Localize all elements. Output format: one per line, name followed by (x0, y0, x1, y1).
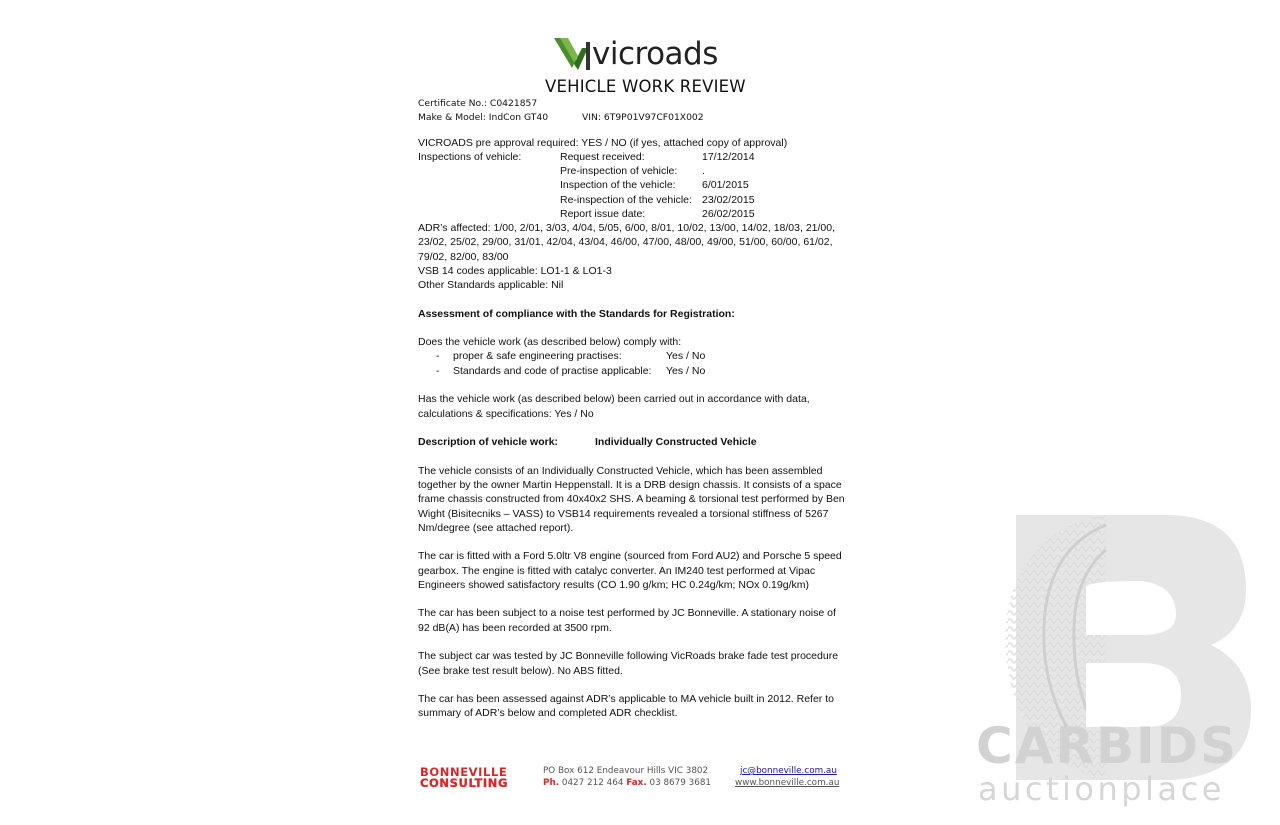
adr-line: 23/02, 25/02, 29/00, 31/01, 42/04, 43/04, 46/00, 47/00, 48/00, 49/00, 51/00, 60/00, 61/02, (418, 236, 833, 248)
text-line: summary of ADR’s below and completed ADR checklist. (418, 707, 678, 719)
watermark-brand: CARBIDS (976, 717, 1239, 775)
inspection-key: Re-inspection of the vehicle: (560, 194, 692, 206)
vicroads-logo (552, 34, 732, 74)
inspection-value: 23/02/2015 (702, 194, 755, 206)
text-line: The subject car was tested by JC Bonneville following VicRoads brake fade test procedure (418, 650, 839, 662)
logo-top-text: BONNEVILLE (420, 765, 508, 779)
assessment-question: Does the vehicle work (as described below) comply with: (418, 336, 682, 348)
text-line: The car has been subject to a noise test performed by JC Bonneville. A stationary noise of (418, 607, 836, 619)
text-line: 92 dB(A) has been recorded at 3500 rpm. (418, 622, 612, 634)
description-label: Description of vehicle work: (418, 436, 559, 448)
text-line: frame chassis constructed from 40x40x2 SHS. A beaming & torsional test performed by Ben (418, 493, 845, 505)
logo-bottom-text: CONSULTING (420, 776, 509, 790)
adr-line: 79/02, 82/00, 83/00 (418, 251, 509, 263)
assessment-item: proper & safe engineering practises: (453, 350, 622, 362)
pre-approval: VICROADS pre approval required: YES / NO (if yes, attached copy of approval) (418, 137, 788, 149)
bonneville-logo (420, 765, 528, 791)
footer-web-link[interactable]: www.bonneville.com.au (735, 778, 840, 788)
inspection-value: 17/12/2014 (702, 151, 755, 163)
watermark-sub: auctionplace (978, 770, 1225, 808)
footer-address: PO Box 612 Endeavour Hills VIC 3802 (543, 766, 709, 776)
text-line: Wight (Bisitecniks – VASS) to VSB14 requirements revealed a torsional stiffness of 5267 (418, 508, 829, 520)
text-line: The car is fitted with a Ford 5.0ltr V8 engine (sourced from Ford AU2) and Porsche 5 speed (418, 550, 842, 562)
text-line: gearbox. The engine is fitted with catalyc converter. An IM240 test performed at Vipac (418, 565, 816, 577)
carried-out-line: calculations & specifications: Yes / No (418, 408, 594, 420)
description-value: Individually Constructed Vehicle (595, 436, 757, 448)
inspection-key: Pre-inspection of vehicle: (560, 165, 678, 177)
inspection-value: 6/01/2015 (702, 179, 749, 191)
assessment-heading: Assessment of compliance with the Standards for Registration: (418, 308, 735, 320)
assessment-item: Standards and code of practise applicable: (453, 365, 652, 377)
vicroads-check-icon (552, 34, 596, 74)
text-line: (See brake test result below). No ABS fitted. (418, 665, 623, 677)
inspection-value: 26/02/2015 (702, 208, 755, 220)
logo-text: vicroads (592, 36, 718, 72)
vin: VIN: 6T9P01V97CF01X002 (582, 112, 704, 123)
text-line: together by the owner Martin Heppenstall. It is a DRB design chassis. It consists of a space (418, 479, 842, 491)
page-title: VEHICLE WORK REVIEW (545, 77, 746, 96)
text-line: Engineers showed satisfactory results (CO 1.90 g/km; HC 0.24g/km; NOx 0.19g/km) (418, 579, 809, 591)
bullet-dash: - (436, 350, 440, 362)
vsb-codes: VSB 14 codes applicable: LO1-1 & LO1-3 (418, 265, 612, 277)
certificate-number: Certificate No.: C0421857 (418, 98, 538, 109)
footer-email-link[interactable]: jc@bonneville.com.au (740, 766, 837, 776)
inspections-label: Inspections of vehicle: (418, 151, 522, 163)
make-model: Make & Model: IndCon GT40 (418, 112, 549, 123)
text-line: Nm/degree (see attached report). (418, 522, 574, 534)
adr-line: ADR’s affected: 1/00, 2/01, 3/03, 4/04, 5/05, 6/00, 8/01, 10/02, 13/00, 14/02, 18/03, 21/00, (418, 222, 836, 234)
other-standards: Other Standards applicable: Nil (418, 279, 564, 291)
inspection-value: . (702, 165, 705, 177)
text-line: The vehicle consists of an Individually Constructed Vehicle, which has been assembled (418, 465, 823, 477)
assessment-answer: Yes / No (666, 350, 706, 362)
bullet-dash: - (436, 365, 440, 377)
inspection-key: Report issue date: (560, 208, 646, 220)
inspection-key: Request received: (560, 151, 645, 163)
footer-phone: Ph. 0427 212 464 Fax. 03 8679 3681 (543, 778, 712, 788)
carried-out-line: Has the vehicle work (as described below) been carried out in accordance with data, (418, 393, 810, 405)
inspection-key: Inspection of the vehicle: (560, 179, 676, 191)
assessment-answer: Yes / No (666, 365, 706, 377)
text-line: The car has been assessed against ADR’s applicable to MA vehicle built in 2012. Refer to (418, 693, 834, 705)
